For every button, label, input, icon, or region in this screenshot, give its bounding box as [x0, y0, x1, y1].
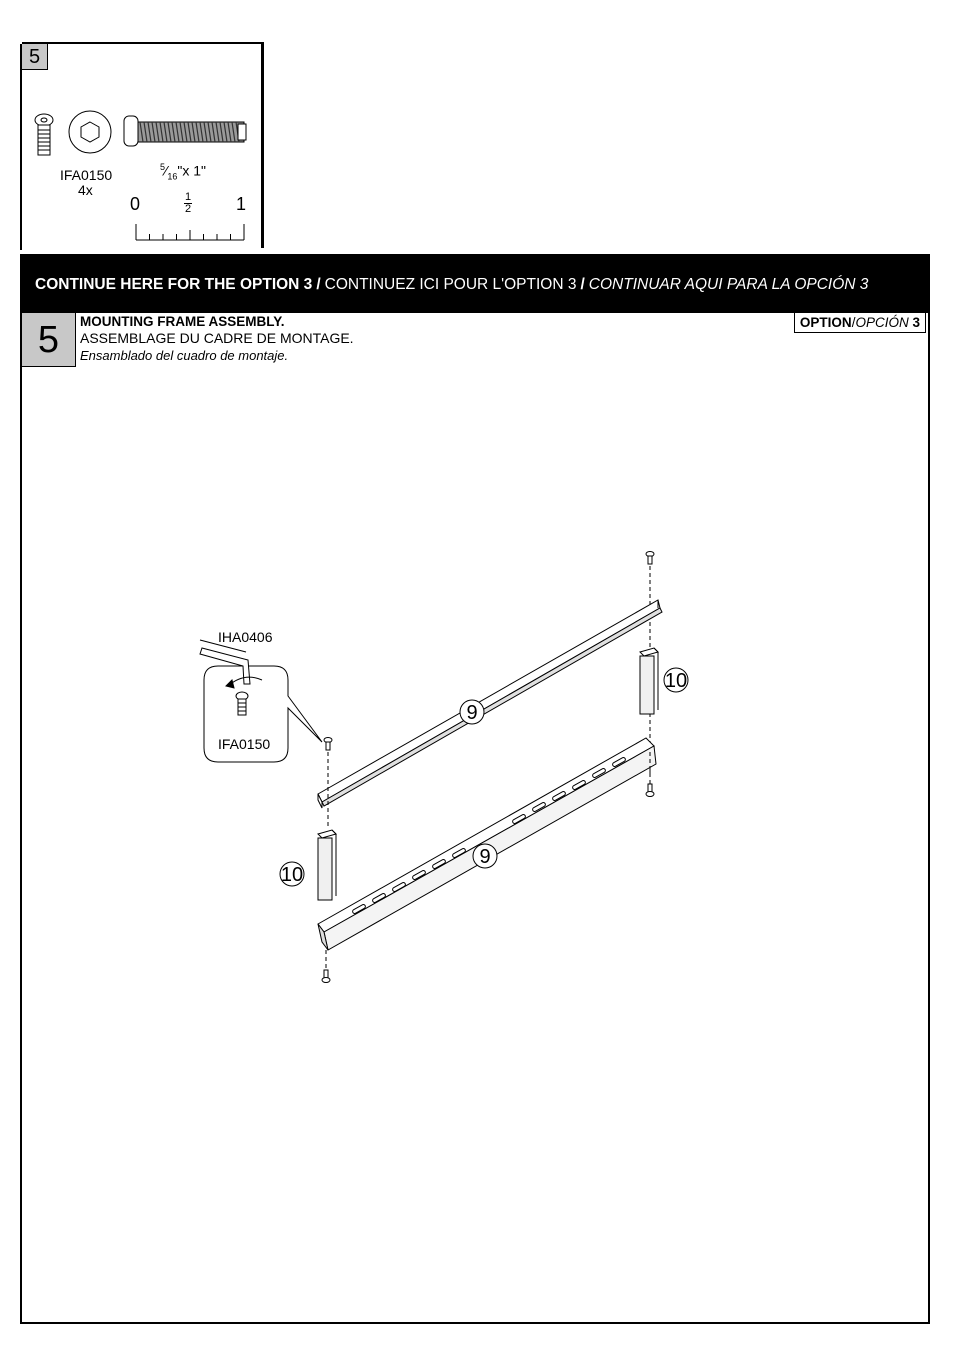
banner-separator-1: /: [316, 275, 321, 293]
right-bottom-screw-icon: [646, 784, 654, 797]
option-tag-es: OPCIÓN: [855, 315, 909, 330]
top-screw-icon: [646, 552, 654, 565]
bolt-side-icon: [35, 114, 53, 155]
callout-bolt-label: IFA0150: [218, 736, 271, 752]
ruler-half-den: 2: [184, 203, 192, 215]
part-number-left-spacer: 10: [280, 864, 304, 886]
callout-bolt-icon: [236, 692, 248, 715]
ruler-start-label: 0: [130, 194, 141, 214]
bolt-full-size-icon: [124, 116, 246, 146]
left-spacer: [318, 830, 336, 900]
ruler-half-num: 1: [184, 191, 192, 203]
hardware-part-code: IFA0150: [60, 167, 113, 183]
ruler-end-label: 1: [236, 194, 247, 214]
banner-es: CONTINUAR AQUI PARA LA OPCIÓN 3: [588, 275, 869, 293]
left-top-screw-icon: [324, 738, 332, 751]
size-numerator: 5: [160, 162, 166, 172]
banner-separator-2: /: [580, 275, 585, 293]
part-number-bottom-rail: 9: [479, 846, 491, 868]
banner-fr: CONTINUEZ ICI POUR L'OPTION 3: [324, 275, 577, 293]
option-tag-slash: /: [851, 315, 856, 330]
hardware-size: $^5⁄_{16}"x$ 1": [160, 162, 206, 182]
ruler-half-label: [184, 192, 192, 215]
hardware-step-number: 5: [22, 44, 48, 70]
banner-en: CONTINUE HERE FOR THE OPTION 3: [35, 275, 313, 293]
size-rest: "x 1": [177, 162, 206, 179]
bolt-illustration: [22, 44, 264, 250]
tool-label: IHA0406: [218, 629, 273, 645]
size-denominator: 16: [167, 171, 178, 182]
step-title-en: MOUNTING FRAME ASSEMBLY.: [80, 314, 285, 329]
hardware-panel: [22, 42, 264, 248]
option-tag-num: 3: [912, 315, 920, 330]
left-bottom-screw-icon: [322, 970, 330, 983]
step-number: 5: [22, 313, 76, 367]
assembly-diagram: [22, 256, 928, 1322]
step-panel: [20, 254, 930, 1324]
hex-head-icon: [69, 111, 111, 153]
hardware-quantity: 4x: [78, 182, 93, 198]
step-title-fr: ASSEMBLAGE DU CADRE DE MONTAGE.: [80, 330, 354, 346]
part-number-right-spacer: 10: [664, 670, 688, 692]
ruler-icon: [136, 224, 244, 240]
part-number-top-rail: 9: [466, 702, 478, 724]
option-tag-en: OPTION: [799, 315, 852, 330]
right-spacer: [640, 648, 658, 714]
step-title-es: Ensamblado del cuadro de montaje.: [80, 348, 289, 363]
